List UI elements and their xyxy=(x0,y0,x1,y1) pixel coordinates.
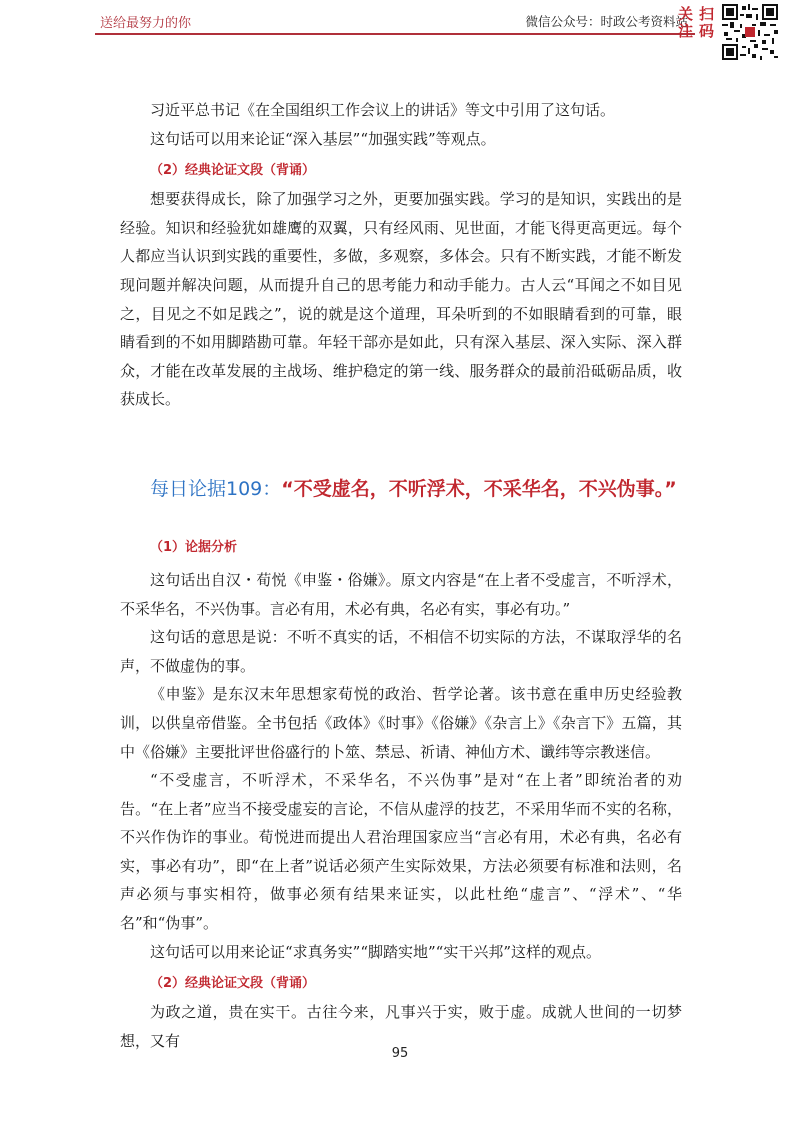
heading-prefix: 每日论据109： xyxy=(150,477,282,500)
page-header xyxy=(0,0,800,40)
qr-code-icon[interactable] xyxy=(722,4,778,60)
heading-quote: “不受虚名，不听浮术，不采华名，不兴伪事。” xyxy=(281,477,677,500)
citation-paragraph: 习近平总书记《在全国组织工作会议上的讲话》等文中引用了这句话。 xyxy=(150,101,616,119)
analysis-subheading: （1）论据分析 xyxy=(150,539,238,555)
header-divider xyxy=(95,33,695,35)
essay-subheading: （2）经典论证文段（背诵） xyxy=(150,163,316,179)
essay-subheading-2: （2）经典论证文段（背诵） xyxy=(150,976,316,992)
page-body xyxy=(120,96,682,1055)
scan-follow-label: 扫码关注 xyxy=(676,6,715,40)
book-paragraph: 《申鉴》是东汉末年思想家荀悦的政治、哲学论著。该书意在重申历史经验教训，以供皇帝借鉴。全书包括《政体》《时事》《俗嫌》《杂言上》《杂言下》五篇，其中《俗嫌》主要批评世俗盛行的卜筮、禁忌、祈请、神仙方术、谶纬等宗教迷信。 xyxy=(120,685,682,761)
meaning-paragraph: 这句话的意思是说：不听不真实的话，不相信不切实际的方法，不谋取浮华的名声，不做虚伪的事。 xyxy=(120,628,682,675)
essay-paragraph: 想要获得成长，除了加强学习之外，更要加强实践。学习的是知识，实践出的是经验。知识和经验犹如雄鹰的双翼，只有经风雨、见世面，才能飞得更高更远。每个人都应当认识到实践的重要性，多做，多观察，多体会。只有不断实践，才能不断发现问题并解决问题，从而提升自己的思考能力和动手能力。古人云“耳闻之不如目见之，目见之不如足践之”，说的就是这个道理，耳朵听到的不如眼睛看到的可靠，眼睛看到的不如用脚踏勘可靠。年轻干部亦是如此，只有深入基层、深入实际、深入群众，才能在改革发展的主战场、维护稳定的第一线、服务群众的最前沿砥砺品质，收获成长。 xyxy=(120,190,682,409)
page-number: 95 xyxy=(391,1046,409,1061)
source-paragraph: 这句话出自汉・荀悦《申鉴・俗嫌》。原文内容是“在上者不受虚言，不听浮术，不采华名，不兴伪事。言必有用，术必有典，名必有实，事必有功。” xyxy=(120,570,682,618)
essay-paragraph-start: 为政之道，贵在实干。古往今来，凡事兴于实，败于虚。成就人世间的一切梦想，又有 xyxy=(120,1003,682,1050)
interpretation-paragraph: “不受虚言，不听浮术，不采华名，不兴伪事”是对“在上者”即统治者的劝告。“在上者”应当不接受虚妄的言论，不信从虚浮的技艺，不采用华而不实的名称，不兴作伪诈的事业。荀悦进而提出人君治理国家应当“言必有用，术必有典，名必有实，事必有功”，即“在上者”说话必须产生实际效果，方法必须要有标准和法则，名声必须与事实相符，做事必须有结果来证实，以此杜绝“虚言”、“浮术”、“华名”和“伪事”。 xyxy=(120,771,682,933)
header-slogan: 送给最努力的你 xyxy=(100,16,192,31)
header-wechat-account: 微信公众号：时政公考资料站 xyxy=(525,14,688,29)
daily-argument-heading xyxy=(120,474,682,504)
usage-paragraph-2: 这句话可以用来论证“求真务实”“脚踏实地”“实干兴邦”这样的观点。 xyxy=(150,942,602,961)
usage-paragraph: 这句话可以用来论证“深入基层”“加强实践”等观点。 xyxy=(150,129,496,148)
